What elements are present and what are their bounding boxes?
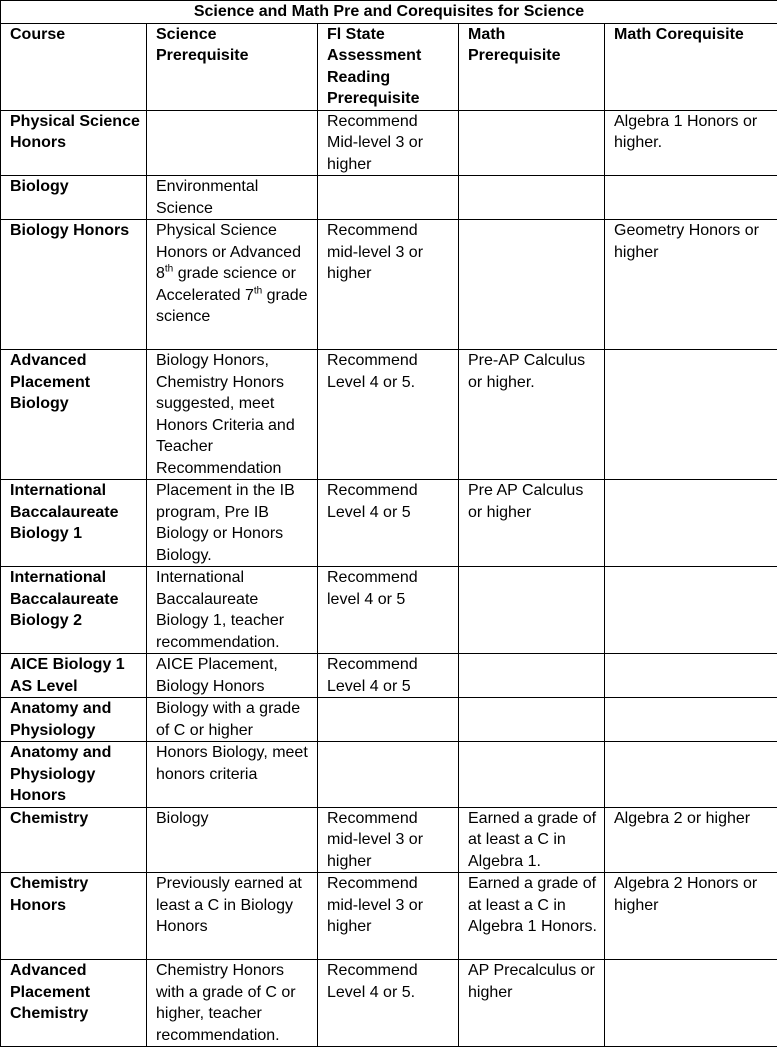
science-prereq-cell: Environmental Science [147,176,318,220]
table-row [1,220,777,350]
math-coreq-cell [605,654,777,698]
ordinal-suffix: th [165,264,173,275]
table-row [1,480,777,567]
math-prereq-cell: AP Precalculus or higher [459,960,605,1047]
course-cell: Biology [1,176,147,220]
math-prereq-cell [459,176,605,220]
header-math-corequisite: Math Corequisite [605,23,777,110]
math-coreq-cell [605,698,777,742]
science-prereq-cell: Biology [147,807,318,873]
science-prereq-cell: Biology Honors, Chemistry Honors suggested, meet Honors Criteria and Teacher Recommendation [147,350,318,480]
fsa-prereq-cell: Recommend Level 4 or 5 [318,654,459,698]
math-coreq-cell: Geometry Honors or higher [605,220,777,350]
table-title: Science and Math Pre and Corequisites for Science [1,1,777,24]
science-prereq-cell: International Baccalaureate Biology 1, teacher recommendation. [147,567,318,654]
math-coreq-cell: Algebra 2 Honors or higher [605,873,777,960]
math-prereq-cell [459,110,605,176]
course-cell: Biology Honors [1,220,147,350]
fsa-prereq-cell: Recommend Level 4 or 5. [318,960,459,1047]
course-cell: International Baccalaureate Biology 1 [1,480,147,567]
header-course: Course [1,23,147,110]
science-prereq-cell: Chemistry Honors with a grade of C or higher, teacher recommendation. [147,960,318,1047]
math-prereq-cell: Pre-AP Calculus or higher. [459,350,605,480]
math-prereq-cell [459,698,605,742]
fsa-prereq-cell: Recommend mid-level 3 or higher [318,873,459,960]
fsa-prereq-cell: Recommend level 4 or 5 [318,567,459,654]
course-cell: Anatomy and Physiology Honors [1,742,147,808]
science-prereq-cell [147,220,318,350]
ordinal-suffix: th [254,285,262,296]
science-prereq-text: grade science or Accelerated 7 [156,265,296,304]
table-row [1,698,777,742]
table-row [1,567,777,654]
science-prereq-cell: Previously earned at least a C in Biology Honors [147,873,318,960]
course-cell: Anatomy and Physiology [1,698,147,742]
math-prereq-cell [459,220,605,350]
math-coreq-cell [605,176,777,220]
science-prereq-cell: Honors Biology, meet honors criteria [147,742,318,808]
science-prereq-text: Physical Science Honors or Advanced 8 [156,222,301,282]
table-row [1,350,777,480]
science-prereq-cell: AICE Placement, Biology Honors [147,654,318,698]
science-prereq-text: grade science [156,287,308,326]
course-cell: Chemistry Honors [1,873,147,960]
fsa-prereq-cell: Recommend mid-level 3 or higher [318,807,459,873]
science-prereq-cell [147,110,318,176]
math-coreq-cell [605,567,777,654]
math-coreq-cell [605,480,777,567]
course-cell: AICE Biology 1 AS Level [1,654,147,698]
course-cell: Physical Science Honors [1,110,147,176]
table-row [1,960,777,1047]
math-coreq-cell [605,960,777,1047]
course-cell: Chemistry [1,807,147,873]
header-math-prerequisite: Math Prerequisite [459,23,605,110]
science-prereq-cell: Biology with a grade of C or higher [147,698,318,742]
math-coreq-cell: Algebra 2 or higher [605,807,777,873]
math-prereq-cell: Pre AP Calculus or higher [459,480,605,567]
fsa-prereq-cell: Recommend Level 4 or 5 [318,480,459,567]
table-row [1,654,777,698]
math-coreq-cell [605,350,777,480]
math-prereq-cell: Earned a grade of at least a C in Algebra 1. [459,807,605,873]
math-coreq-cell [605,742,777,808]
fsa-prereq-cell [318,176,459,220]
table-row [1,742,777,808]
science-prereq-cell: Placement in the IB program, Pre IB Biology or Honors Biology. [147,480,318,567]
fsa-prereq-cell [318,698,459,742]
math-coreq-cell: Algebra 1 Honors or higher. [605,110,777,176]
header-row [1,23,777,110]
math-prereq-cell [459,742,605,808]
table-row [1,110,777,176]
math-prereq-cell [459,567,605,654]
header-science-prerequisite: Science Prerequisite [147,23,318,110]
course-cell: International Baccalaureate Biology 2 [1,567,147,654]
course-cell: Advanced Placement Biology [1,350,147,480]
fsa-prereq-cell [318,742,459,808]
table-row [1,873,777,960]
title-row [1,1,777,24]
header-fsa-reading-prerequisite: Fl State Assessment Reading Prerequisite [318,23,459,110]
table-row [1,176,777,220]
table-row [1,807,777,873]
math-prereq-cell [459,654,605,698]
fsa-prereq-cell: Recommend Mid-level 3 or higher [318,110,459,176]
fsa-prereq-cell: Recommend Level 4 or 5. [318,350,459,480]
math-prereq-cell: Earned a grade of at least a C in Algebra 1 Honors. [459,873,605,960]
fsa-prereq-cell: Recommend mid-level 3 or higher [318,220,459,350]
course-cell: Advanced Placement Chemistry [1,960,147,1047]
